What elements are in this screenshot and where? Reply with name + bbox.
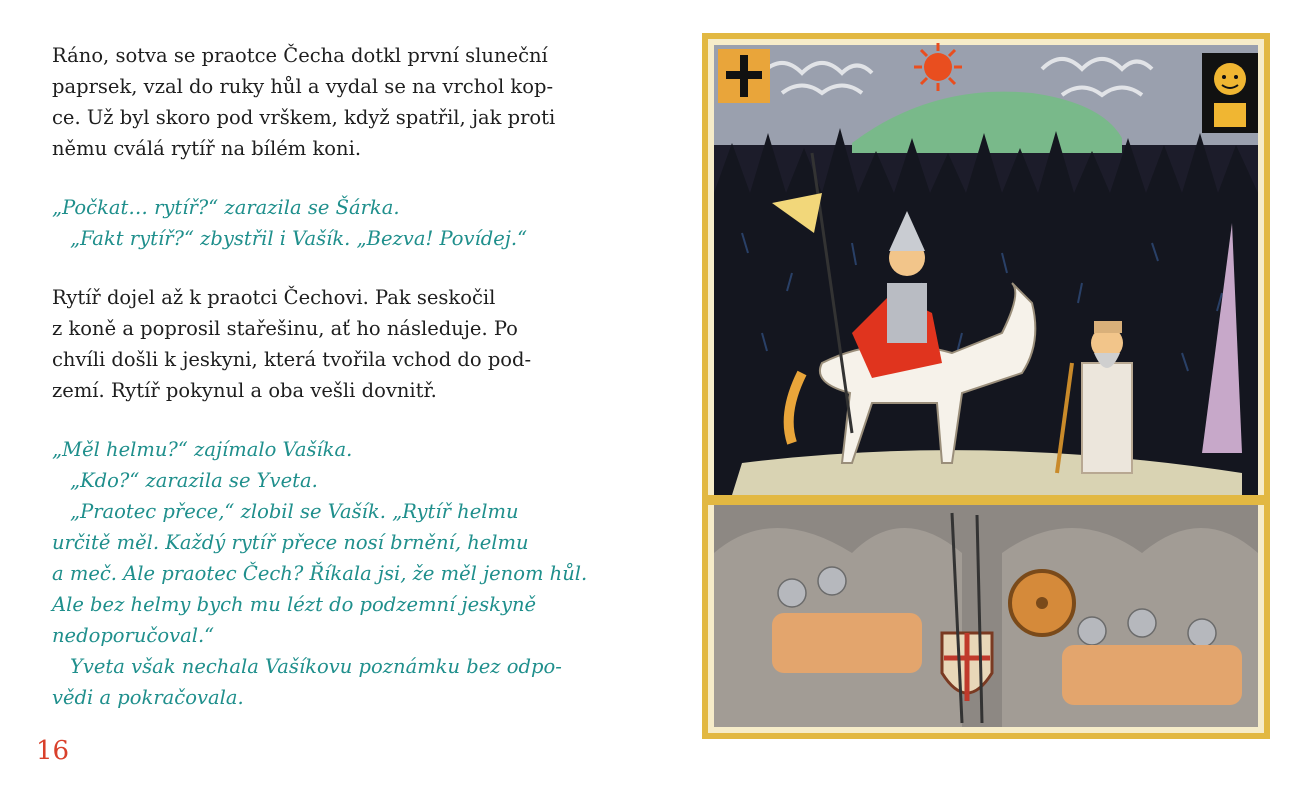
paragraph-1 xyxy=(52,40,612,164)
dialogue-line: „Praotec přece,“ zlobil se Vašík. „Rytíř helmu xyxy=(70,500,519,523)
dialogue-line: „Měl helmu?“ zajímalo Vašíka. xyxy=(52,438,353,461)
sun-face-icon xyxy=(1202,53,1258,133)
illustration xyxy=(702,33,1270,739)
dialogue-1 xyxy=(52,192,612,254)
text-line: Ráno, sotva se praotce Čecha dotkl první sluneční xyxy=(52,44,548,67)
dialogue-2 xyxy=(52,434,612,713)
story-text xyxy=(52,40,612,741)
text-line: paprsek, vzal do ruky hůl a vydal se na vrchol kop- xyxy=(52,75,554,98)
text-line: zemí. Rytíř pokynul a oba vešli dovnitř. xyxy=(52,379,437,402)
illustration-art xyxy=(702,33,1270,739)
dialogue-line: a meč. Ale praotec Čech? Říkala jsi, že měl jenom hůl. xyxy=(52,562,588,585)
paragraph-2 xyxy=(52,282,612,406)
sun-icon xyxy=(914,43,962,91)
dialogue-line: „Fakt rytíř?“ zbystřil i Vašík. „Bezva! Povídej.“ xyxy=(70,227,528,250)
text-line: ce. Už byl skoro pod vrškem, když spatřil, jak proti xyxy=(52,106,556,129)
text-line: z koně a poprosil stařešinu, ať ho následuje. Po xyxy=(52,317,518,340)
dialogue-line: Yveta však nechala Vašíkovu poznámku bez odpo- xyxy=(70,655,562,678)
dialogue-line: vědi a pokračovala. xyxy=(52,686,244,709)
page-number: 16 xyxy=(36,736,70,766)
dialogue-line: nedoporučoval.“ xyxy=(52,624,215,647)
dialogue-line: Ale bez helmy bych mu lézt do podzemní jeskyně xyxy=(52,593,537,616)
dialogue-line: „Počkat… rytíř?“ zarazila se Šárka. xyxy=(52,196,400,219)
cross-banner-icon xyxy=(718,49,770,103)
dialogue-line: určitě měl. Každý rytíř přece nosí brnění, helmu xyxy=(52,531,529,554)
text-line: Rytíř dojel až k praotci Čechovi. Pak seskočil xyxy=(52,286,496,309)
text-line: chvíli došli k jeskyni, která tvořila vchod do pod- xyxy=(52,348,532,371)
dialogue-line: „Kdo?“ zarazila se Yveta. xyxy=(70,469,318,492)
text-line: němu cválá rytíř na bílém koni. xyxy=(52,137,362,160)
